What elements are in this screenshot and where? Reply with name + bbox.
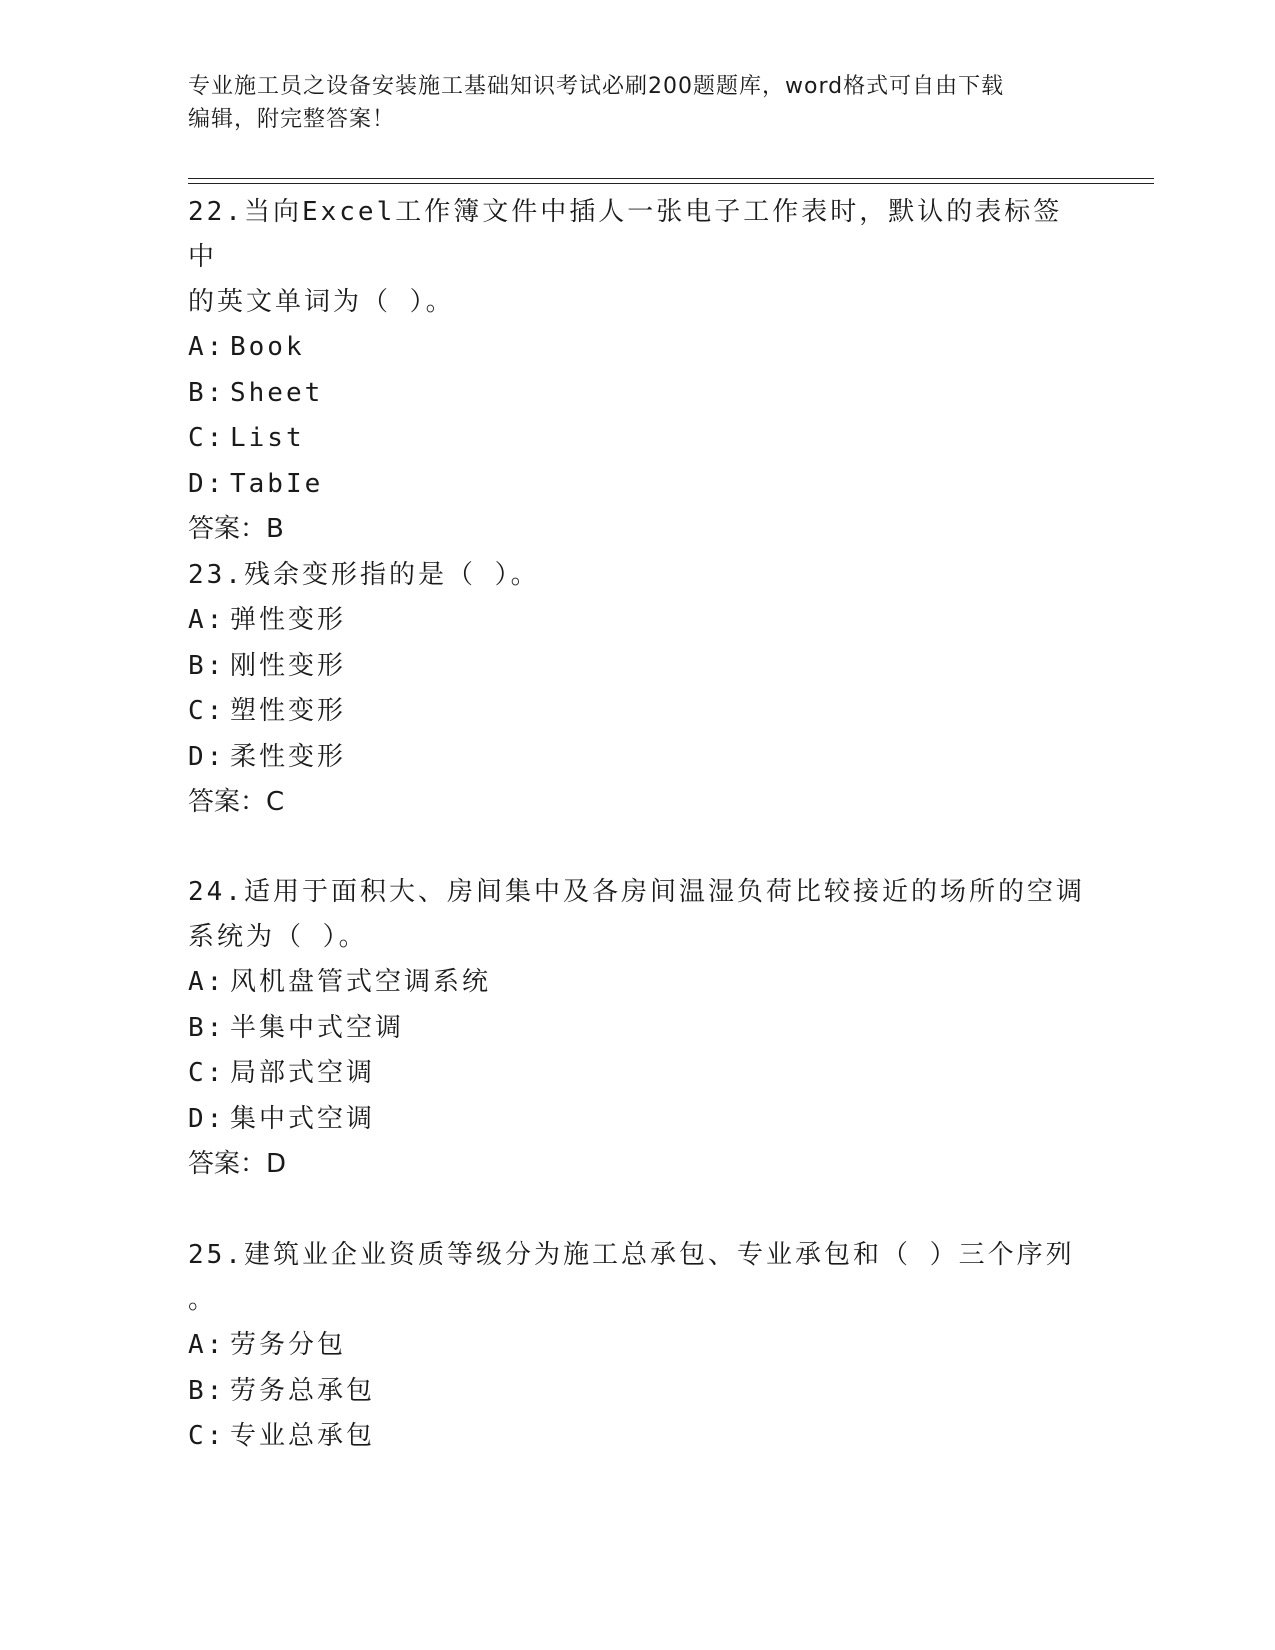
question-stem: 22.当向Excel工作簿文件中插人一张电子工作表时，默认的表标签中 <box>188 197 1063 272</box>
option-a <box>188 1323 1088 1369</box>
option-b <box>188 371 1088 417</box>
option-a <box>188 325 1088 371</box>
option-d <box>188 1097 1088 1143</box>
option-b <box>188 1006 1088 1052</box>
option-text: 劳务分包 <box>230 1330 347 1360</box>
option-letter: B: <box>188 1375 226 1406</box>
header-divider-top <box>188 178 1154 179</box>
option-letter: D: <box>188 468 226 499</box>
option-text: TabIe <box>230 468 324 499</box>
option-text: 柔性变形 <box>230 741 347 772</box>
option-d <box>188 735 1088 781</box>
option-text: List <box>230 423 305 453</box>
option-letter: C: <box>188 1421 226 1451</box>
option-text: 劳务总承包 <box>230 1375 376 1406</box>
option-letter: D: <box>188 1103 226 1134</box>
option-letter: B: <box>188 1012 226 1043</box>
header-line-2: 编辑，附完整答案！ <box>188 107 396 132</box>
option-text: 风机盘管式空调系统 <box>230 967 492 997</box>
question-stem-continued: 的英文单词为（ ）。 <box>188 287 455 317</box>
option-letter: B: <box>188 377 226 408</box>
option-b <box>188 1369 1088 1415</box>
question-22 <box>188 190 1088 552</box>
header-divider-bottom <box>188 183 1154 184</box>
question-stem: 25.建筑业企业资质等级分为施工总承包、专业承包和（ ）三个序列 <box>188 1240 1075 1270</box>
option-letter: D: <box>188 741 226 772</box>
option-text: 集中式空调 <box>230 1103 376 1134</box>
option-d <box>188 462 1088 508</box>
option-a <box>188 598 1088 644</box>
option-c <box>188 416 1088 462</box>
option-text: 塑性变形 <box>230 696 347 726</box>
option-text: 专业总承包 <box>230 1421 376 1451</box>
option-text: 半集中式空调 <box>230 1012 405 1043</box>
answer-line: 答案：D <box>188 1149 287 1179</box>
option-text: Book <box>230 332 305 362</box>
option-letter: B: <box>188 650 226 681</box>
option-text: 弹性变形 <box>230 605 347 635</box>
option-letter: A: <box>188 1330 226 1360</box>
question-stem-continued: 系统为（ ）。 <box>188 922 368 952</box>
option-text: 刚性变形 <box>230 650 347 681</box>
option-c <box>188 1051 1088 1097</box>
question-23 <box>188 553 1088 825</box>
option-letter: C: <box>188 423 226 453</box>
question-stem-continued: 。 <box>188 1285 218 1315</box>
header-line-1: 专业施工员之设备安装施工基础知识考试必刷200题题库，word格式可自由下载 <box>188 74 1005 99</box>
option-text: Sheet <box>230 377 324 408</box>
option-letter: C: <box>188 696 226 726</box>
option-letter: A: <box>188 332 226 362</box>
question-24 <box>188 870 1088 1187</box>
option-b <box>188 644 1088 690</box>
question-stem: 23.残余变形指的是（ ）。 <box>188 560 540 590</box>
document-header <box>188 70 1088 136</box>
question-25 <box>188 1233 1088 1460</box>
answer-line: 答案：C <box>188 787 285 817</box>
option-c <box>188 689 1088 735</box>
option-letter: A: <box>188 605 226 635</box>
option-c <box>188 1414 1088 1460</box>
option-a <box>188 960 1088 1006</box>
question-stem: 24.适用于面积大、房间集中及各房间温湿负荷比较接近的场所的空调 <box>188 877 1085 907</box>
option-letter: A: <box>188 967 226 997</box>
option-letter: C: <box>188 1058 226 1088</box>
option-text: 局部式空调 <box>230 1058 376 1088</box>
answer-line: 答案：B <box>188 514 284 544</box>
